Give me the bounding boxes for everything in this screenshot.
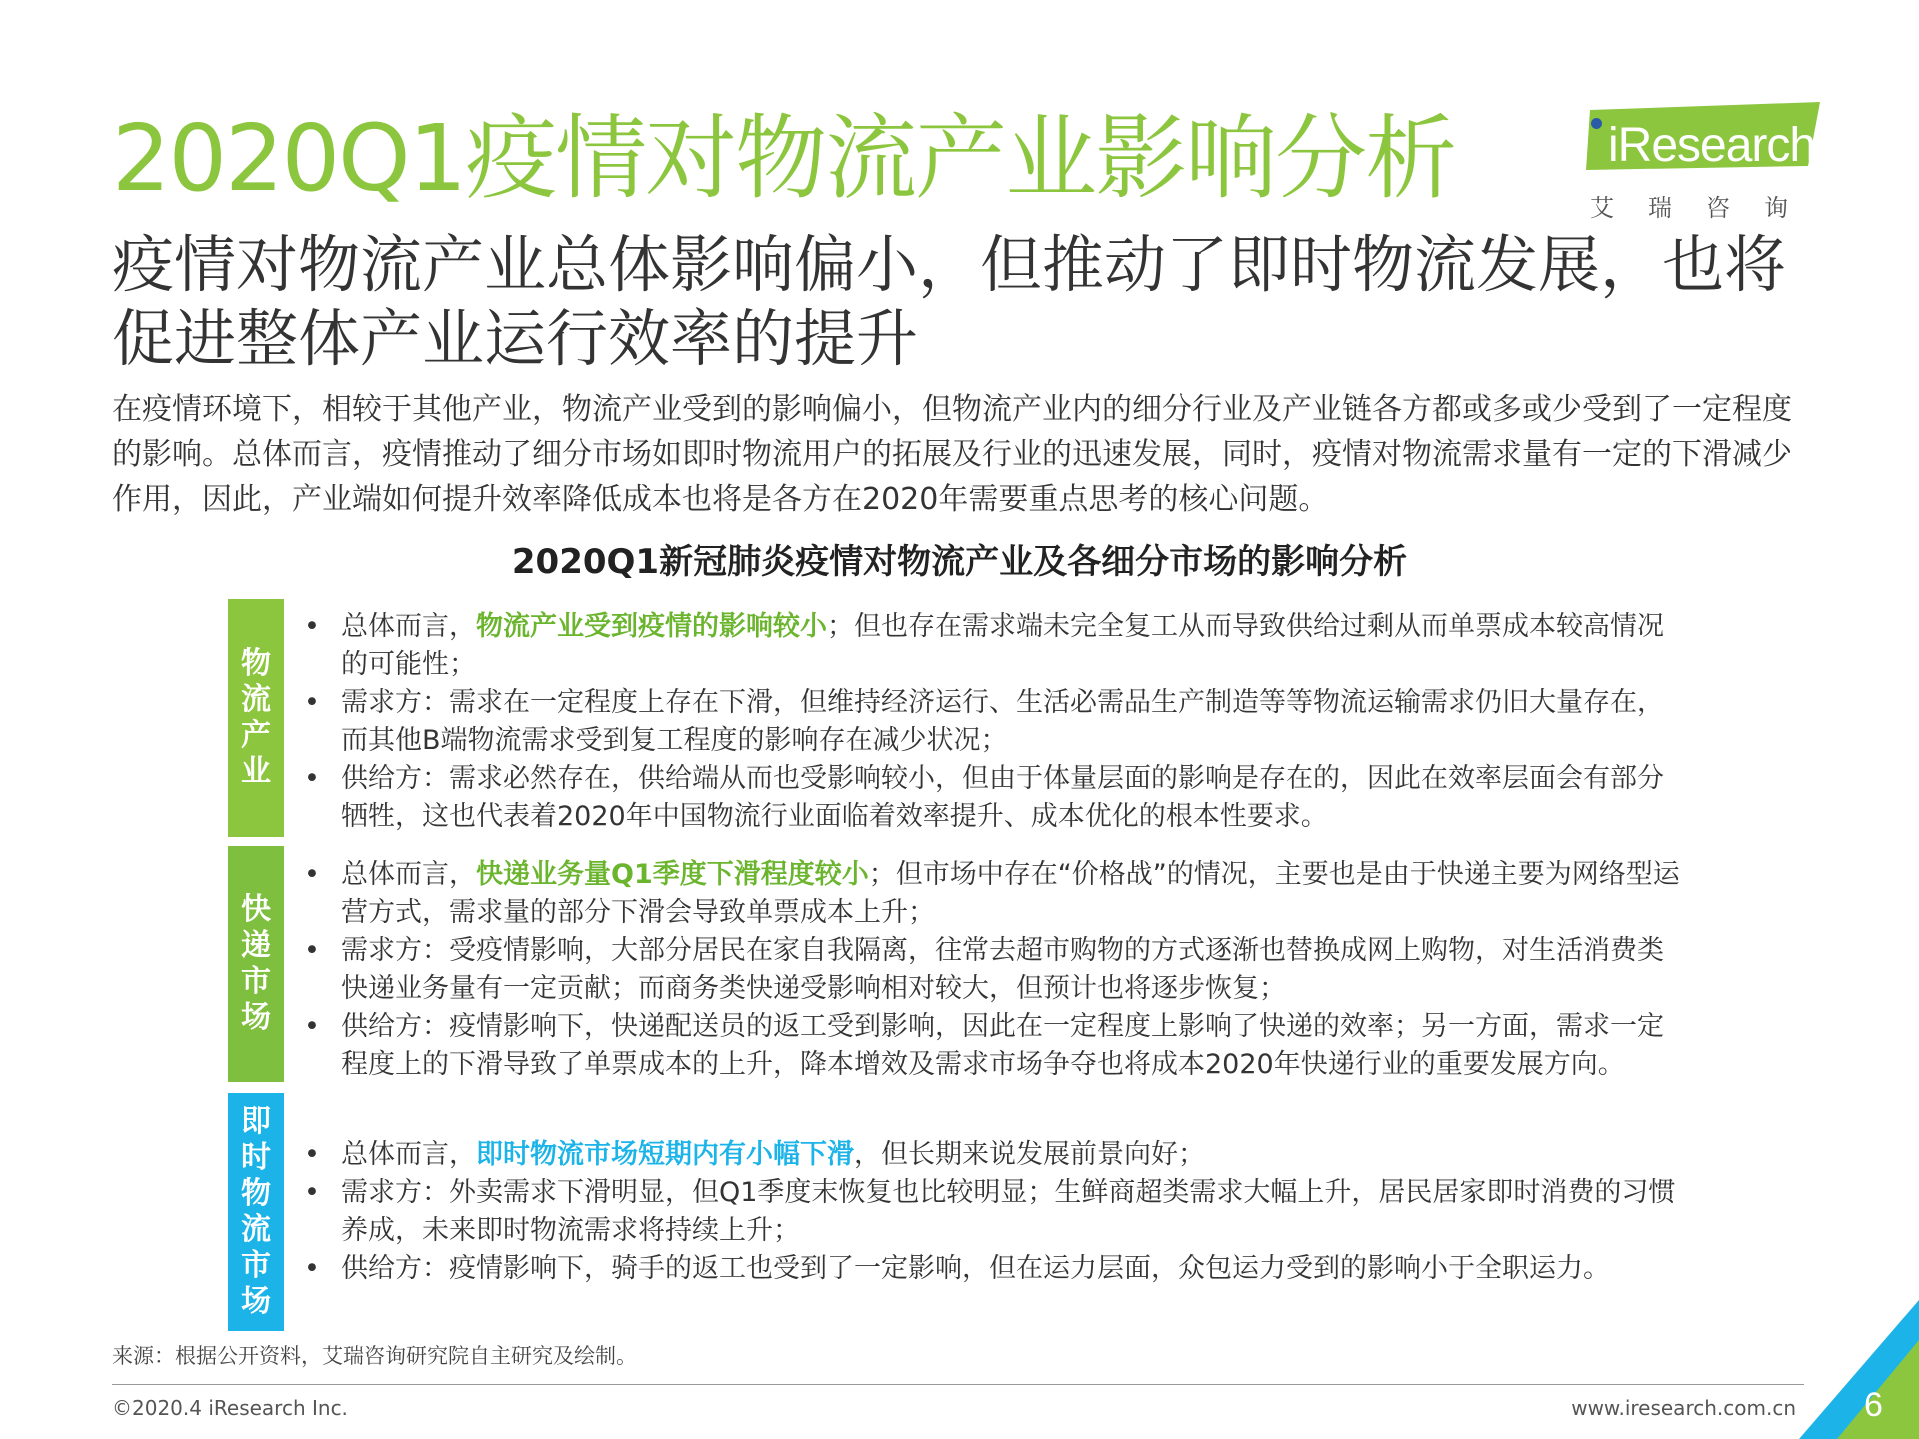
band-instant-logistics	[228, 1093, 284, 1331]
footer-divider	[112, 1384, 1804, 1385]
logistics-industry-list	[300, 608, 1680, 836]
highlight-text: 物流产业受到疫情的影响较小	[476, 611, 827, 642]
express-market-list	[300, 856, 1680, 1084]
instant-logistics-list	[300, 1136, 1680, 1288]
list-item: • 供给方：疫情影响下，快递配送员的返工受到影响，因此在一定程度上影响了快递的效率；另一方面，需求一定程度上的下滑导致了单票成本的上升，降本增效及需求市场争夺也将成本2020年快递行业的重要发展方向。	[300, 1008, 1680, 1084]
list-item: • 总体而言，快递业务量Q1季度下滑程度较小；但市场中存在“价格战”的情况，主要也是由于快递主要为网络型运营方式，需求量的部分下滑会导致单票成本上升；	[300, 856, 1680, 932]
copyright: ©2020.4 iResearch Inc.	[112, 1396, 348, 1420]
highlight-text: 快递业务量Q1季度下滑程度较小	[476, 859, 869, 890]
list-item: • 需求方：受疫情影响，大部分居民在家自我隔离，往常去超市购物的方式逐渐也替换成网上购物，对生活消费类快递业务量有一定贡献；而商务类快递受影响相对较大，但预计也将逐步恢复；	[300, 932, 1680, 1008]
list-item: • 总体而言，物流产业受到疫情的影响较小；但也存在需求端未完全复工从而导致供给过剩从而单票成本较高情况的可能性；	[300, 608, 1680, 684]
section-title: 2020Q1新冠肺炎疫情对物流产业及各细分市场的影响分析	[511, 542, 1408, 582]
band-label: 物流产业	[241, 646, 271, 789]
logo-dot-icon	[1591, 118, 1602, 129]
band-label: 快递市场	[241, 892, 271, 1035]
logo-name: iResearch	[1608, 119, 1816, 172]
list-item: • 供给方：需求必然存在，供给端从而也受影响较小，但由于体量层面的影响是存在的，因此在效率层面会有部分牺牲，这也代表着2020年中国物流行业面临着效率提升、成本优化的根本性要求。	[300, 760, 1680, 836]
list-item: • 需求方：外卖需求下滑明显，但Q1季度末恢复也比较明显；生鲜商超类需求大幅上升，居民居家即时消费的习惯养成，未来即时物流需求将持续上升；	[300, 1174, 1680, 1250]
band-express-market	[228, 846, 284, 1082]
iresearch-logo	[1570, 100, 1820, 220]
list-item: • 供给方：疫情影响下，骑手的返工也受到了一定影响，但在运力层面，众包运力受到的影响小于全职运力。	[300, 1250, 1680, 1288]
intro-paragraph: 在疫情环境下，相较于其他产业，物流产业受到的影响偏小，但物流产业内的细分行业及产业链各方都或多或少受到了一定程度的影响。总体而言，疫情推动了细分市场如即时物流用户的拓展及行业的迅速发展，同时，疫情对物流需求量有一定的下滑减少作用，因此，产业端如何提升效率降低成本也将是各方在2020年需要重点思考的核心问题。	[112, 392, 1792, 517]
page-subtitle: 疫情对物流产业总体影响偏小，但推动了即时物流发展，也将促进整体产业运行效率的提升	[112, 228, 1787, 375]
highlight-text: 即时物流市场短期内有小幅下滑	[476, 1139, 854, 1170]
page-number: 6	[1864, 1386, 1883, 1424]
logo-chinese-name: 艾瑞咨询	[1590, 194, 1822, 222]
corner-decoration	[1799, 1300, 1919, 1439]
band-logistics-industry	[228, 599, 284, 837]
page-title: 2020Q1疫情对物流产业影响分析	[112, 105, 1456, 212]
band-label: 即时物流市场	[241, 1104, 271, 1319]
list-item: • 总体而言，即时物流市场短期内有小幅下滑，但长期来说发展前景向好；	[300, 1136, 1680, 1174]
website-link[interactable]: www.iresearch.com.cn	[1571, 1396, 1796, 1420]
list-item: • 需求方：需求在一定程度上存在下滑，但维持经济运行、生活必需品生产制造等等物流运输需求仍旧大量存在，而其他B端物流需求受到复工程度的影响存在减少状况；	[300, 684, 1680, 760]
source-note: 来源：根据公开资料，艾瑞咨询研究院自主研究及绘制。	[112, 1344, 637, 1368]
